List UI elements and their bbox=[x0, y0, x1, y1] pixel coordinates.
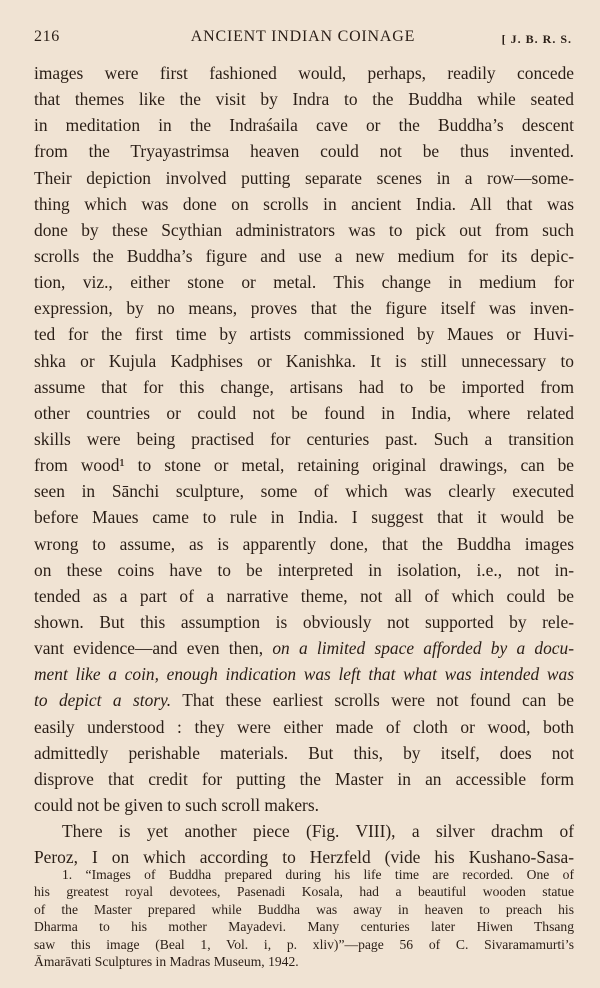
text-line-italic bbox=[34, 661, 574, 687]
footnote-line: his greatest royal devotees, Pasenadi Kosala, had a beautiful wooden statue bbox=[34, 884, 574, 900]
text-line: that themes like the visit by Indra to the Buddha while seated bbox=[34, 89, 574, 110]
text-line: on these coins have to be interpreted in isolation, i.e., not in- bbox=[34, 559, 574, 580]
text-line: Their depiction involved putting separate scenes in a row—some- bbox=[34, 167, 574, 188]
plain-text: That these earliest scrolls were not found can be bbox=[171, 690, 574, 711]
text-line: ted for the first time by artists commissioned by Maues or Huvi- bbox=[34, 324, 574, 345]
text-line: from wood¹ to stone or metal, retaining original drawings, can be bbox=[34, 455, 574, 476]
running-header bbox=[34, 28, 572, 50]
text-line: wrong to assume, as is apparently done, that the Buddha images bbox=[34, 533, 574, 554]
journal-abbreviation: [ J. B. R. S. bbox=[501, 32, 572, 46]
page-number: 216 bbox=[34, 28, 60, 45]
text-line-mixed bbox=[34, 687, 574, 713]
text-line: easily understood : they were either made of cloth or wood, both bbox=[34, 716, 574, 737]
text-line: disprove that credit for putting the Master in an accessible form bbox=[34, 768, 574, 789]
footnotes bbox=[34, 866, 574, 970]
main-text bbox=[34, 60, 574, 870]
text-line: seen in Sānchi sculpture, some of which was clearly executed bbox=[34, 481, 574, 502]
text-line: tended as a part of a narrative theme, not all of which could be bbox=[34, 585, 574, 606]
text-line: shown. But this assumption is obviously not supported by rele- bbox=[34, 611, 574, 632]
text-line: other countries or could not be found in India, where related bbox=[34, 402, 574, 423]
text-line: shka or Kujula Kadphises or Kanishka. It is still unnecessary to bbox=[34, 350, 574, 371]
italic-text: ment like a coin, enough indication was left that what was intended was bbox=[34, 664, 574, 685]
text-line: before Maues came to rule in India. I suggest that it would be bbox=[34, 507, 574, 528]
text-line: could not be given to such scroll makers. bbox=[34, 794, 319, 815]
text-line: thing which was done on scrolls in ancient India. All that was bbox=[34, 193, 574, 214]
text-line: assume that for this change, artisans had to be imported from bbox=[34, 376, 574, 397]
footnote-line: saw this image (Beal 1, Vol. i, p. xliv)”—page 56 of C. Sivaramamurti’s bbox=[34, 936, 574, 952]
text-line: There is yet another piece (Fig. VIII), a silver drachm of bbox=[62, 821, 574, 842]
italic-text: to depict a story. bbox=[34, 690, 172, 711]
text-line: tion, viz., either stone or metal. This change in medium for bbox=[34, 272, 574, 293]
footnote-line: Āmarāvati Sculptures in Madras Museum, 1942. bbox=[34, 953, 299, 969]
plain-text: vant evidence—and even then, bbox=[34, 638, 273, 659]
footnote-line: of the Master prepared while Buddha was away in heaven to preach his bbox=[34, 901, 574, 917]
text-line: Peroz, I on which according to Herzfeld (vide his Kushano-Sasa- bbox=[34, 847, 574, 868]
footnote-line: Dharma to his mother Mayadevi. Many centuries later Hiwen Thsang bbox=[34, 919, 574, 935]
text-line: done by these Scythian administrators was to pick out from such bbox=[34, 219, 574, 240]
footnote-line: 1. “Images of Buddha prepared during his life time are recorded. One of bbox=[62, 867, 574, 882]
text-line: images were first fashioned would, perhaps, readily concede bbox=[34, 63, 574, 83]
text-line: admittedly perishable materials. But this, by itself, does not bbox=[34, 742, 574, 763]
text-line: from the Tryayastrimsa heaven could not be thus invented. bbox=[34, 141, 574, 162]
text-line: in meditation in the Indraśaila cave or the Buddha’s descent bbox=[34, 115, 574, 136]
italic-text: on a limited space afforded by a docu- bbox=[272, 638, 574, 659]
text-line: expression, by no means, proves that the figure itself was inven- bbox=[34, 298, 574, 319]
text-line: scrolls the Buddha’s figure and use a new medium for its depic- bbox=[34, 245, 574, 266]
text-line: skills were being practised for centuries past. Such a transition bbox=[34, 428, 574, 449]
running-title: ANCIENT INDIAN COINAGE bbox=[190, 28, 416, 45]
text-line-mixed bbox=[34, 635, 574, 661]
